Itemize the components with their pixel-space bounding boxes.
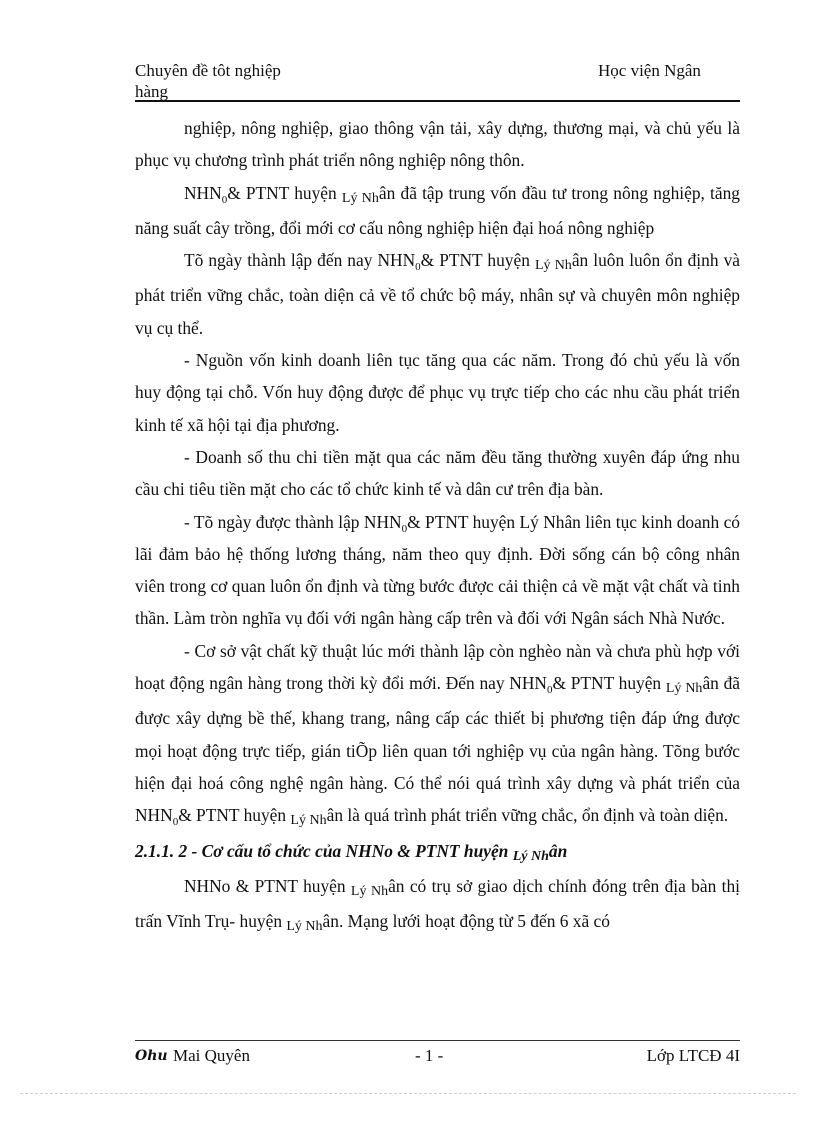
small-text-run: Lý Nh: [290, 813, 327, 829]
heading-text: 2.1.1. 2 - Cơ cấu tổ chức của NHNo & PTNT huyện: [135, 840, 513, 861]
small-text-run: Lý Nh: [665, 681, 703, 697]
header-left: [135, 60, 345, 102]
signature-mark: Ohu: [135, 1048, 168, 1064]
page-header: [135, 60, 740, 102]
header-left-line1: Chuyên đề tôt nghiệp: [135, 61, 281, 80]
text-run: ân có trụ sở giao dịch chính đóng trên địa bàn thị trấn Vĩnh Trụ- huyện: [135, 875, 740, 932]
section-heading: [135, 835, 740, 870]
small-text-run: Lý Nh: [534, 258, 572, 274]
text-run: ân luôn luôn ổn định và phát triển vững chắc, toàn diện cả về tổ chức bộ máy, nhân sự và chuyên môn nghiệp vụ cụ thể.: [135, 250, 740, 338]
paragraph: [135, 344, 740, 441]
paragraph-text: - Doanh số thu chi tiền mặt qua các năm đều tăng thường xuyên đáp ứng nhu cầu chi tiêu tiền mặt cho các tổ chức kinh tế và dân cư trên địa bàn.: [135, 446, 740, 500]
heading-text: ân: [548, 840, 568, 861]
subscript: 0: [415, 261, 421, 274]
text-run: NHN: [184, 182, 222, 203]
page-boundary: [20, 1093, 796, 1094]
subscript: 0: [221, 193, 228, 206]
paragraph-text: - Nguồn vốn kinh doanh liên tục tăng qua các năm. Trong đó chủ yếu là vốn huy động tại chỗ. Vốn huy động được để phục vụ trực tiếp cho các nhu cầu phát triển kinh tế xã hội tại địa phương.: [135, 350, 740, 435]
text-run: - Cơ sở vật chất kỹ thuật lúc mới thành lập còn nghèo nàn và chưa phù hợp với hoạt động ngân hàng trong thời kỳ đổi mới. Đến nay NHN: [135, 640, 740, 694]
subscript: 0: [546, 684, 553, 697]
text-run: & PTNT huyện: [227, 182, 342, 203]
small-text-run: Lý Nh: [286, 919, 323, 935]
text-run: & PTNT huyện: [420, 250, 535, 271]
paragraph: [135, 441, 740, 506]
header-right: Học viện Ngân: [598, 61, 701, 80]
paragraph: [135, 870, 740, 941]
header-rule: [135, 100, 740, 102]
text-run: Tõ ngày thành lập đến nay NHN: [184, 250, 416, 271]
subscript: 0: [401, 522, 408, 535]
text-run: & PTNT huyện: [178, 805, 291, 826]
header-left-line2: hàng: [135, 82, 169, 101]
small-text-run: Lý Nh: [350, 883, 389, 899]
text-run: & PTNT huyện Lý Nhân liên tục kinh doanh có lãi đảm bảo hệ thống lương tháng, năm theo quy định. Đời sống cán bộ công nhân viên trong cơ quan luôn ổn định và từng bước được cải thiện cả về mặt vật chất và tinh thần. Làm tròn nghĩa vụ đối với ngân hàng cấp trên và đối với Ngân sách Nhà Nước.: [135, 511, 741, 629]
text-run: - Tõ ngày được thành lập NHN: [184, 511, 402, 532]
footer-author: Mai Quyên: [173, 1046, 250, 1065]
paragraph: [135, 635, 740, 835]
text-run: ân là quá trình phát triển vững chắc, ổn định và toàn diện.: [326, 805, 729, 826]
small-text-run: Lý Nh: [512, 848, 549, 864]
paragraph: [135, 177, 740, 245]
small-text-run: Lý Nh: [341, 190, 379, 206]
footer-class: Lớp LTCĐ 4I: [646, 1046, 740, 1065]
paragraph-text: nghiệp, nông nghiệp, giao thông vận tải, xây dựng, thương mại, và chủ yếu là phục vụ chương trình phát triển nông nghiệp nông thôn.: [135, 118, 740, 171]
text-run: ân đã được xây dựng bề thế, khang trang, nâng cấp các thiết bị phương tiện đáp ứng được mọi hoạt động trực tiếp, gián tiÕp liên quan tới nghiệp vụ của ngân hàng. Tõng bước hiện đại hoá công nghệ ngân hàng. Có thể nói quá trình xây dựng và phát triển của NHN: [135, 673, 741, 826]
text-run: & PTNT huyện: [552, 673, 666, 694]
text-run: NHNo & PTNT huyện: [184, 875, 351, 896]
text-run: ân. Mạng lưới hoạt động từ 5 đến 6 xã có: [322, 911, 610, 932]
paragraph: [135, 112, 740, 177]
paragraph: [135, 506, 740, 635]
footer-rule: [135, 1040, 740, 1041]
page-number: - 1 -: [415, 1046, 444, 1065]
document-body: [135, 112, 740, 940]
paragraph: [135, 244, 740, 344]
text-run: ân đã tập trung vốn đầu tư trong nông nghiệp, tăng năng suất cây trồng, đổi mới cơ cấu nông nghiệp hiện đại hoá nông nghiệp: [135, 182, 740, 238]
subscript: 0: [172, 816, 179, 829]
